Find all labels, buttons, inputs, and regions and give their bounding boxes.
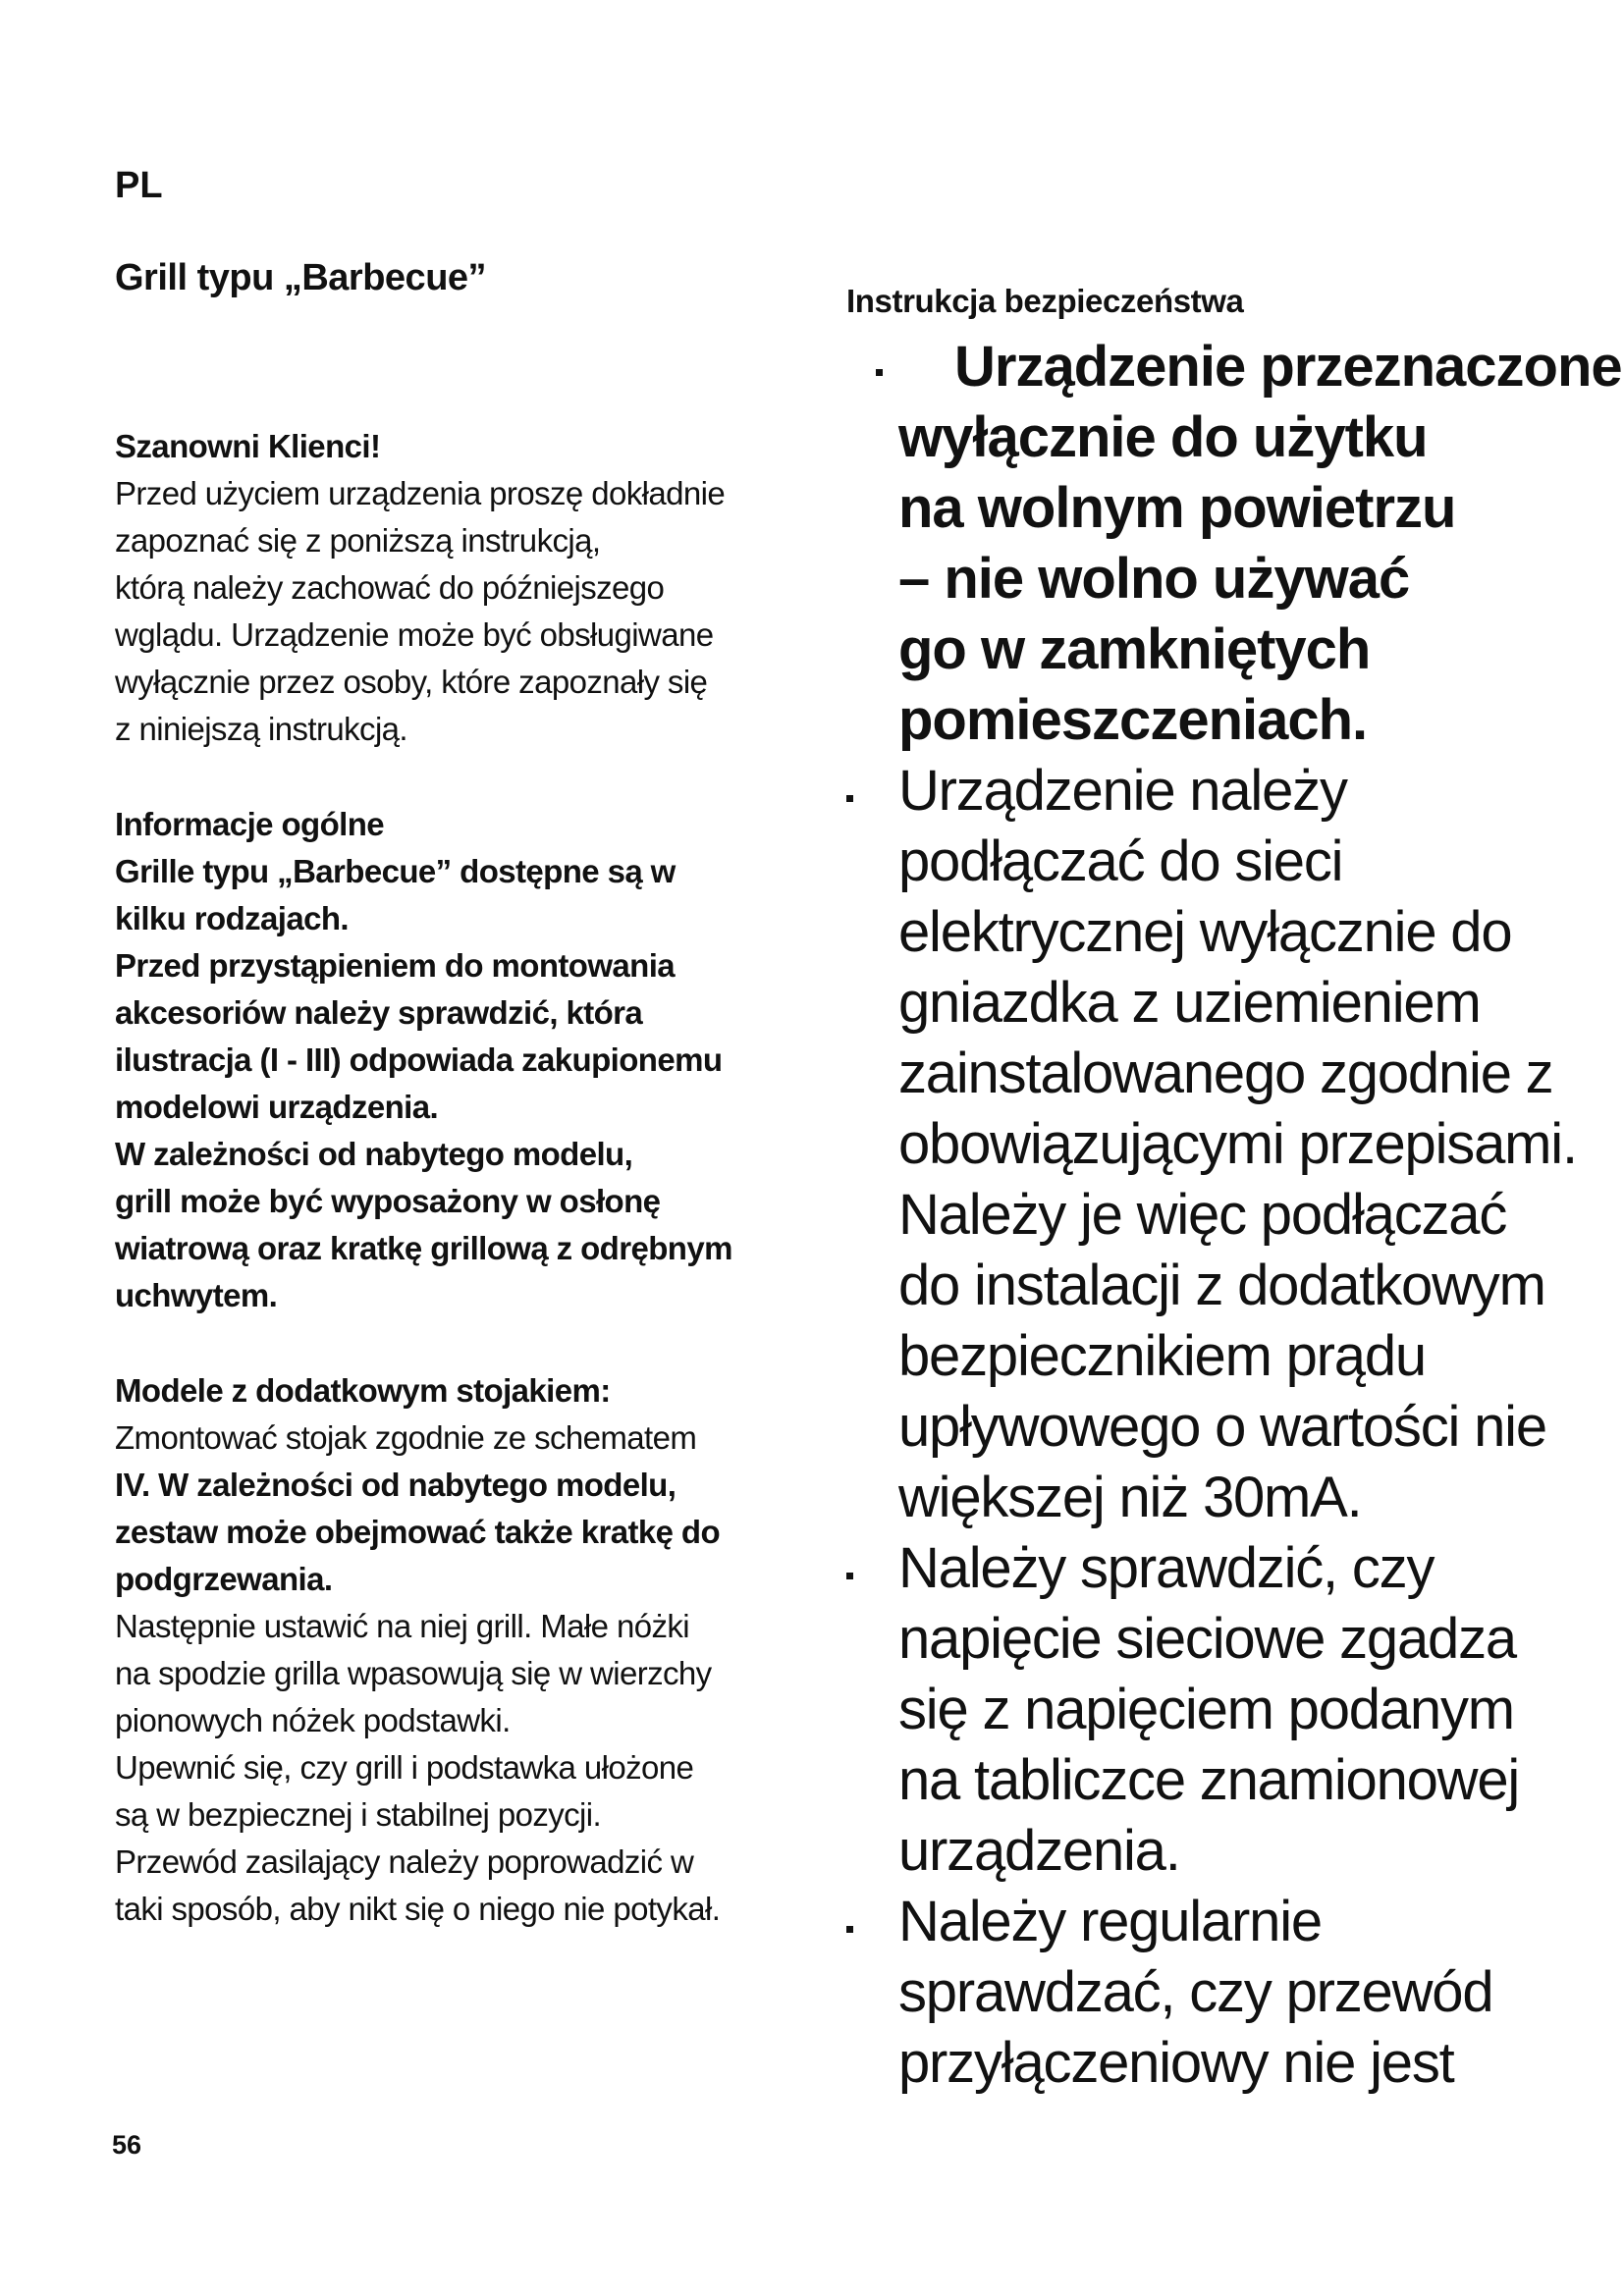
stand-bold-line: podgrzewania.: [115, 1561, 333, 1597]
stand-line: pionowych nóżek podstawki.: [115, 1702, 511, 1738]
greeting-line: wyłącznie przez osoby, które zapoznały się: [115, 664, 708, 700]
stand-line: Zmontować stojak zgodnie ze schematem: [115, 1419, 697, 1456]
bullet-line: obowiązującymi przepisami.: [898, 1112, 1577, 1176]
stand-line: Upewnić się, czy grill i podstawka ułożone: [115, 1749, 694, 1786]
bullet-line: się z napięciem podanym: [898, 1678, 1514, 1741]
stand-line: Następnie ustawić na niej grill. Małe nóżki: [115, 1608, 689, 1644]
bullet-dot-icon: [846, 1573, 853, 1579]
general-info-line: wiatrową oraz kratkę grillową z odrębnym: [115, 1230, 732, 1266]
bullet-line: Urządzenie należy: [898, 759, 1347, 823]
general-info-line: Grille typu „Barbecue” dostępne są w: [115, 853, 676, 889]
greeting-line: z niniejszą instrukcją.: [115, 711, 407, 747]
bullet-line: bezpiecznikiem prądu: [898, 1324, 1426, 1388]
language-code: PL: [115, 165, 163, 206]
greeting-line: wglądu. Urządzenie może być obsługiwane: [115, 616, 714, 653]
bullet-line: – nie wolno używać: [898, 547, 1410, 611]
bullet-line: do instalacji z dodatkowym: [898, 1254, 1545, 1317]
greeting-line: zapoznać się z poniższą instrukcją,: [115, 522, 601, 559]
greeting-line: którą należy zachować do późniejszego: [115, 569, 665, 606]
bullet-line: gniazdka z uziemieniem: [898, 971, 1481, 1035]
general-info-line: modelowi urządzenia.: [115, 1089, 439, 1125]
stand-line: taki sposób, aby nikt się o niego nie potykał.: [115, 1891, 721, 1927]
general-info-line: kilku rodzajach.: [115, 900, 349, 936]
stand-line: są w bezpiecznej i stabilnej pozycji.: [115, 1796, 602, 1833]
general-info-line: akcesoriów należy sprawdzić, która: [115, 994, 643, 1031]
bullet-line: Urządzenie przeznaczone: [954, 335, 1622, 399]
general-info-line: Przed przystąpieniem do montowania: [115, 947, 676, 984]
stand-section: [115, 1367, 802, 1933]
bullet-line: przyłączeniowy nie jest: [898, 2031, 1454, 2095]
page-title: Grill typu „Barbecue”: [115, 257, 487, 298]
bullet-line: Należy regularnie: [898, 1890, 1322, 1953]
bullet-line: wyłącznie do użytku: [898, 405, 1428, 469]
stand-bold-line: IV. W zależności od nabytego modelu,: [115, 1467, 677, 1503]
bullet-line: urządzenia.: [898, 1819, 1180, 1883]
bullet-dot-icon: [876, 369, 883, 376]
bullet-line: upływowego o wartości nie: [898, 1395, 1546, 1459]
bullet-line: elektrycznej wyłącznie do: [898, 900, 1512, 964]
bullet-line: go w zamkniętych: [898, 617, 1371, 681]
bullet-line: pomieszczeniach.: [898, 688, 1368, 752]
stand-bold-line: zestaw może obejmować także kratkę do: [115, 1514, 721, 1550]
greeting-section: [115, 423, 802, 753]
bullet-line: sprawdzać, czy przewód: [898, 1960, 1493, 2024]
stand-line: Przewód zasilający należy poprowadzić w: [115, 1843, 694, 1880]
bullet-dot-icon: [846, 795, 853, 802]
general-info-heading: Informacje ogólne: [115, 806, 385, 842]
general-info-line: uchwytem.: [115, 1277, 278, 1313]
bullet-line: na tabliczce znamionowej: [898, 1748, 1520, 1812]
safety-heading: Instrukcja bezpieczeństwa: [846, 283, 1244, 319]
stand-line: na spodzie grilla wpasowują się w wierzchy: [115, 1655, 712, 1691]
bullet-dot-icon: [846, 1926, 853, 1933]
bullet-line: podłączać do sieci: [898, 829, 1343, 893]
greeting-line: Przed użyciem urządzenia proszę dokładnie: [115, 475, 726, 511]
greeting-heading: Szanowni Klienci!: [115, 428, 381, 464]
general-info-line: W zależności od nabytego modelu,: [115, 1136, 633, 1172]
general-info-line: ilustracja (I - III) odpowiada zakupionemu: [115, 1041, 723, 1078]
bullet-line: Należy sprawdzić, czy: [898, 1536, 1435, 1600]
bullet-line: zainstalowanego zgodnie z: [898, 1041, 1553, 1105]
bullet-line: napięcie sieciowe zgadza: [898, 1607, 1516, 1671]
bullet-line: większej niż 30mA.: [898, 1466, 1362, 1529]
bullet-line: na wolnym powietrzu: [898, 476, 1456, 540]
general-info-line: grill może być wyposażony w osłonę: [115, 1183, 661, 1219]
bullet-line: Należy je więc podłączać: [898, 1183, 1507, 1247]
stand-heading: Modele z dodatkowym stojakiem:: [115, 1372, 611, 1409]
general-info-section: [115, 801, 802, 1319]
page-number: 56: [112, 2130, 142, 2160]
